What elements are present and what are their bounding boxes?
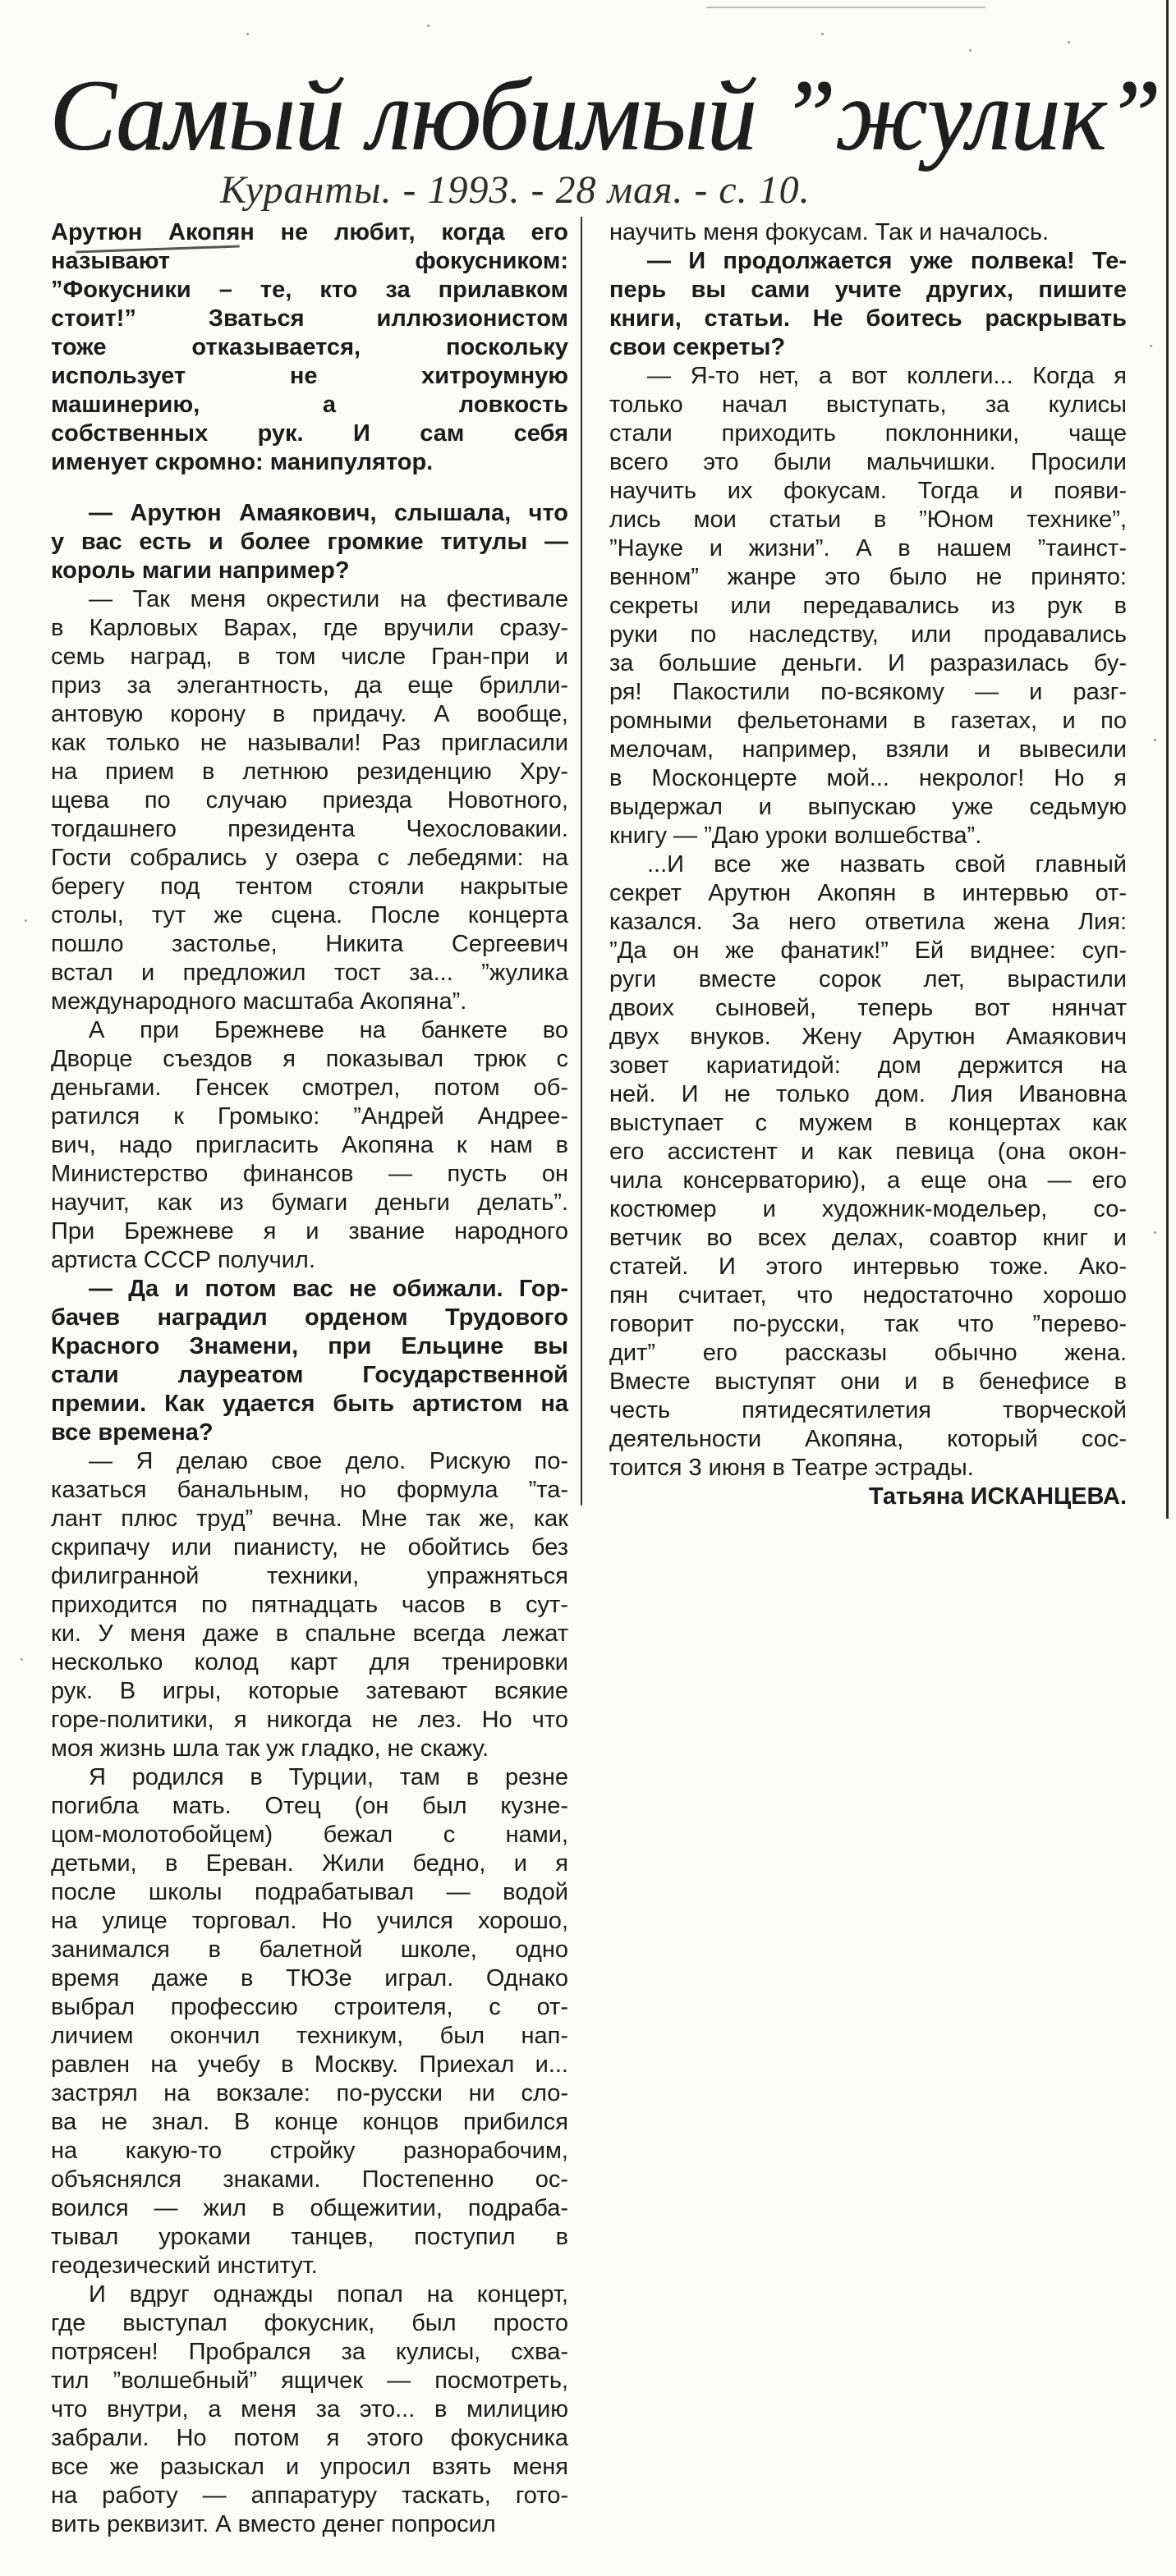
text-line: ...И все же назвать свой главный <box>647 851 1127 878</box>
text-line: двоих сыновей, теперь вот нянчат <box>609 995 1127 1021</box>
article-column-left <box>51 218 568 2539</box>
text-line: ва не знал. В конце концов прибился <box>51 2109 568 2135</box>
text-line: цом-молотобойцем) бежал с нами, <box>51 1822 568 1848</box>
text-line: — Так меня окрестили на фестивале <box>89 586 568 612</box>
text-line: казался. За него ответила жена Лия: <box>609 909 1127 935</box>
text-line: статей. И этого интервью тоже. Ако- <box>609 1254 1127 1280</box>
scan-speck <box>1154 739 1156 741</box>
text-line: костюмер и художник-модельер, со- <box>609 1196 1127 1222</box>
text-line: после школы подрабатывал — водой <box>51 1879 568 1905</box>
text-line: ветчик во всех делах, соавтор книг и <box>609 1225 1127 1251</box>
text-line: щева по случаю приезда Новотного, <box>51 787 568 814</box>
scan-speck <box>21 1658 23 1661</box>
text-line: моя жизнь шла так уж гладко, не скажу. <box>51 1735 489 1762</box>
text-line: свои секреты? <box>609 334 786 360</box>
text-line: Гости собрались у озера с лебедями: на <box>51 845 568 871</box>
text-line: руки по наследству, или продавались <box>609 621 1127 648</box>
text-line: мелочам, например, взяли и вывесили <box>609 736 1127 763</box>
text-line: Красного Знамени, при Ельцине вы <box>51 1333 568 1359</box>
text-line: как только не называли! Раз пригласили <box>51 730 568 756</box>
text-line: встал и предложил тост за... ”жулика <box>51 960 568 986</box>
text-line: А при Брежневе на банкете во <box>89 1017 568 1043</box>
text-line: приходится по пятнадцать часов в сут- <box>51 1592 568 1618</box>
text-line: венном” жанре это было не принято: <box>609 564 1127 590</box>
text-line: тил ”волшебный” ящичек — посмотреть, <box>51 2367 568 2394</box>
article-paragraph <box>51 1016 568 1275</box>
text-line: антовую корону в придачу. А вообще, <box>51 701 568 727</box>
text-line: пошло застолье, Никита Сергеевич <box>51 931 568 957</box>
text-line: книги, статьи. Не боитесь раскрывать <box>609 305 1127 332</box>
text-line: ратился к Громыко: ”Андрей Андрее- <box>51 1103 568 1130</box>
text-line: семь наград, в том числе Гран-при и <box>51 644 568 670</box>
text-line: что внутри, а меня за это... в милицию <box>51 2396 568 2422</box>
text-line: всего это были мальчишки. Просили <box>609 449 1127 475</box>
text-line: деньгами. Генсек смотрел, потом об- <box>51 1075 568 1101</box>
text-line: секрет Арутюн Акопян в интервью от- <box>609 880 1127 906</box>
text-line: приз за элегантность, да еще брилли- <box>51 672 568 699</box>
text-line: равлен на учебу в Москву. Приехал и... <box>51 2051 568 2078</box>
text-line: рук. В игры, которые затевают всякие <box>51 1678 568 1704</box>
text-line: научить их фокусам. Тогда и появи- <box>609 478 1127 504</box>
text-line: двух внуков. Жену Арутюн Амаякович <box>609 1024 1127 1050</box>
text-line: честь пятидесятилетия творческой <box>609 1397 1127 1423</box>
text-line: стоит!” Зваться иллюзионистом <box>51 305 568 332</box>
text-line: Вместе выступят они и в бенефисе в <box>609 1368 1127 1395</box>
text-line: у вас есть и более громкие титулы — <box>51 529 568 555</box>
text-line: все же разыскал и упросил взять меня <box>51 2454 568 2480</box>
text-line: тоже отказывается, поскольку <box>51 334 568 360</box>
scan-speck <box>246 33 249 35</box>
text-line: геодезический институт. <box>51 2253 318 2279</box>
article-lead <box>51 218 568 477</box>
text-line: время даже в ТЮЗе играл. Однако <box>51 1965 568 1992</box>
text-line: ромными фельетонами в газетах, и по <box>609 708 1127 734</box>
text-line: собственных рук. И сам себя <box>51 420 568 447</box>
scan-speck <box>969 49 972 52</box>
text-line: детьми, в Ереван. Жили бедно, и я <box>51 1850 568 1877</box>
text-line: руги вместе сорок лет, вырастили <box>609 966 1127 992</box>
text-line: король магии например? <box>51 557 350 584</box>
text-line: артиста СССР получил. <box>51 1247 315 1273</box>
text-line: премии. Как удается быть артистом на <box>51 1391 568 1417</box>
interview-answer <box>51 1447 568 1763</box>
text-line: ки. У меня даже в спальне всегда лежат <box>51 1620 568 1647</box>
text-line: называют фокусником: <box>51 248 568 274</box>
text-line: — Я делаю свое дело. Рискую по- <box>89 1448 568 1474</box>
text-line: в Москонцерте мой... некролог! Но я <box>609 765 1127 791</box>
text-line: книгу — ”Даю уроки волшебства”. <box>609 823 982 849</box>
column-divider <box>581 217 582 1506</box>
text-line: международного масштаба Акопяна”. <box>51 988 467 1015</box>
text-line: выбрал профессию строителя, с от- <box>51 1994 568 2020</box>
text-line: — Арутюн Амаякович, слышала, что <box>89 500 568 526</box>
text-line: лись мои статьи в ”Юном технике”, <box>609 506 1127 533</box>
interview-question <box>51 1275 568 1447</box>
text-line: забрали. Но потом я этого фокусника <box>51 2425 568 2451</box>
scan-speck <box>427 25 430 27</box>
text-line: его ассистент и как певица (она окон- <box>609 1139 1127 1165</box>
text-line: на прием в летнюю резиденцию Хру- <box>51 759 568 785</box>
scan-speck <box>1154 1231 1156 1234</box>
text-line: Министерство финансов — пусть он <box>51 1161 568 1187</box>
text-line: на улице торговал. Но учился хорошо, <box>51 1908 568 1934</box>
text-line: лант плюс труд” вечна. Мне так же, как <box>51 1506 568 1532</box>
text-line: секреты или передавались из рук в <box>609 593 1127 619</box>
text-line: тоится 3 июня в Театре эстрады. <box>609 1455 974 1481</box>
text-line: казаться банальным, но формула ”та- <box>51 1477 568 1503</box>
text-line: ря! Пакостили по-всякому — и разг- <box>609 679 1127 705</box>
interview-question <box>609 247 1127 362</box>
text-line: только начал выступать, за кулисы <box>609 392 1127 418</box>
scan-speck <box>1150 345 1152 347</box>
text-line: При Брежневе я и звание народного <box>51 1218 568 1244</box>
text-line: ней. И не только дом. Лия Ивановна <box>609 1081 1127 1107</box>
text-line: чила консерваторию), а еще она — его <box>609 1167 1127 1194</box>
handwritten-source-note: Куранты. - 1993. - 28 мая. - с. 10. <box>220 168 811 212</box>
text-line: тогдашнего президента Чехословакии. <box>51 816 568 842</box>
text-line: — И продолжается уже полвека! Те- <box>647 248 1127 274</box>
article-paragraph <box>609 850 1127 1483</box>
article-paragraph <box>51 1763 568 2280</box>
text-line: горе-политики, я никогда не лез. Но что <box>51 1707 568 1733</box>
text-line: бачев наградил орденом Трудового <box>51 1304 568 1331</box>
text-line: ”Науке и жизни”. А в нашем ”таинст- <box>609 535 1127 561</box>
text-line: за большие деньги. И разразилась бу- <box>609 650 1127 676</box>
article-paragraph <box>51 2280 568 2539</box>
text-line: берегу под тентом стояли накрытые <box>51 873 568 900</box>
text-line: на какую-то стройку разнорабочим, <box>51 2138 568 2164</box>
text-line: Я родился в Турции, там в резне <box>89 1764 568 1790</box>
text-line: дит” его рассказы обычно жена. <box>609 1340 1127 1366</box>
text-line: личием окончил техникум, был нап- <box>51 2023 568 2049</box>
text-line: вич, надо пригласить Акопяна к нам в <box>51 1132 568 1158</box>
text-line: деятельности Акопяна, который сос- <box>609 1426 1127 1452</box>
scan-speck <box>25 919 27 922</box>
scan-speck <box>1068 41 1070 44</box>
text-line: где выступал фокусник, был просто <box>51 2310 568 2336</box>
text-line: выступает с мужем в концертах как <box>609 1110 1127 1136</box>
text-line: объяснялся знаками. Постепенно ос- <box>51 2166 568 2193</box>
author-byline: Татьяна ИСКАНЦЕВА. <box>868 1483 1127 1510</box>
text-line: застрял на вокзале: по-русски ни сло- <box>51 2080 568 2106</box>
text-line: стали приходить поклонники, чаще <box>609 420 1127 447</box>
text-line: перь вы сами учите других, пишите <box>609 277 1127 303</box>
text-line: занимался в балетной школе, одно <box>51 1937 568 1963</box>
text-line: ”Фокусники – те, кто за прилавком <box>51 277 568 303</box>
text-line: говорит по-русски, так что ”перево- <box>609 1311 1127 1337</box>
text-line: ”Да он же фанатик!” Ей виднее: суп- <box>609 937 1127 964</box>
text-line: научит, как из бумаги деньги делать”. <box>51 1189 568 1216</box>
text-line: Арутюн Акопян не любит, когда его <box>51 219 568 245</box>
text-line: столы, тут же сцена. После концерта <box>51 902 568 928</box>
text-line: воился — жил в общежитии, подраба- <box>51 2195 568 2221</box>
article-column-right <box>609 218 1127 1511</box>
text-line: все времена? <box>51 1419 214 1446</box>
text-line: — Да и потом вас не обижали. Гор- <box>89 1276 568 1302</box>
interview-answer <box>609 362 1127 850</box>
text-line: Дворце съездов я показывал трюк с <box>51 1046 568 1072</box>
article-headline: Самый любимый ”жулик” <box>49 59 1160 172</box>
interview-answer <box>51 585 568 1016</box>
clipping-edge-border <box>1166 0 1169 1519</box>
text-line: использует не хитроумную <box>51 363 568 389</box>
text-line: научить меня фокусам. Так и началось. <box>609 219 1050 245</box>
text-line: тывал уроками танцев, поступил в <box>51 2224 568 2250</box>
text-line: пян считает, что недостаточно хорошо <box>609 1282 1127 1309</box>
interview-question <box>51 499 568 585</box>
text-line: именует скромно: манипулятор. <box>51 449 434 475</box>
text-line: скрипачу или пианисту, не обойтись без <box>51 1534 568 1561</box>
text-line: выдержал и выпускаю уже седьмую <box>609 794 1127 820</box>
text-line: машинерию, а ловкость <box>51 392 568 418</box>
text-line: филигранной техники, упражняться <box>51 1563 568 1589</box>
text-line: на работу — аппаратуру таскать, гото- <box>51 2482 568 2509</box>
text-line: — Я-то нет, а вот коллеги... Когда я <box>647 363 1127 389</box>
text-line: зовет кариатидой: дом держится на <box>609 1052 1127 1079</box>
text-line: вить реквизит. А вместо денег попросил <box>51 2511 496 2537</box>
text-line: погибла мать. Отец (он был кузне- <box>51 1793 568 1819</box>
text-line: И вдруг однажды попал на концерт, <box>89 2281 568 2308</box>
text-line: потрясен! Пробрался за кулисы, схва- <box>51 2339 568 2365</box>
scan-speck <box>821 33 824 35</box>
text-line: несколько колод карт для тренировки <box>51 1649 568 1675</box>
article-paragraph-continued <box>609 218 1127 247</box>
text-line: стали лауреатом Государственной <box>51 1362 568 1388</box>
text-line: в Карловых Варах, где вручили сразу- <box>51 615 568 641</box>
scan-artifact-line <box>706 7 985 8</box>
